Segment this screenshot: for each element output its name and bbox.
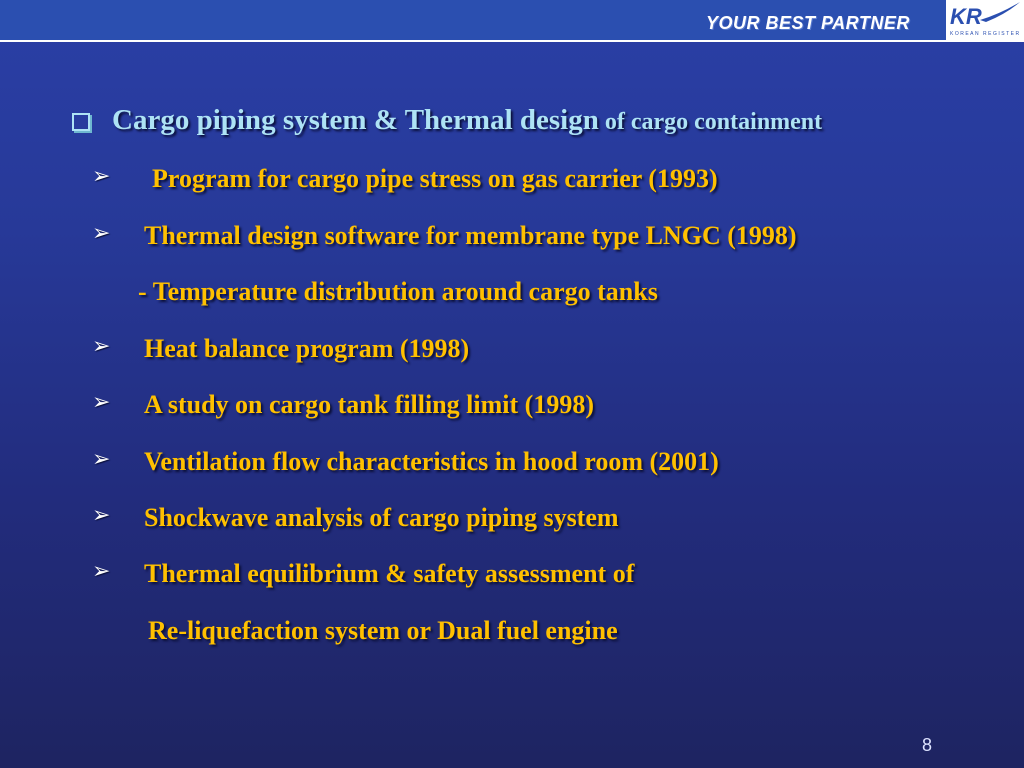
logo-subtext: KOREAN REGISTER <box>950 31 1021 37</box>
slide-heading <box>72 104 822 137</box>
square-bullet-icon <box>72 113 90 131</box>
arrowhead-bullet-icon: ➢ <box>92 503 111 528</box>
arrowhead-bullet-icon: ➢ <box>92 390 111 415</box>
header-tagline: YOUR BEST PARTNER <box>706 13 910 33</box>
arrowhead-bullet-icon: ➢ <box>92 334 111 359</box>
header-divider <box>0 40 946 42</box>
arrowhead-bullet-icon: ➢ <box>92 447 111 472</box>
heading-main: Cargo piping system & Thermal design <box>112 104 599 136</box>
kr-logo <box>946 0 1024 42</box>
heading-tail: of cargo containment <box>598 109 823 135</box>
arrowhead-bullet-icon: ➢ <box>92 164 111 189</box>
page-number: 8 <box>922 735 933 755</box>
logo-text: KR <box>950 4 982 29</box>
arrowhead-bullet-icon: ➢ <box>92 221 111 246</box>
logo-swoosh-icon <box>976 0 1022 22</box>
arrowhead-bullet-icon: ➢ <box>92 559 111 584</box>
slide: YOUR BEST PARTNER KR KOREAN REGISTER Cargo piping system & Thermal design of cargo containment ➢ Program for cargo pipe stress on gas carrier (1993) ➢ Thermal design software for membrane type LNGC (1998) - Temperature distribution around cargo tanks ➢ Heat balance program (1998) ➢ A study on cargo tank filling limit (1998) ➢ Ventilation flow characteristics in hood room (2001) ➢ Shockwave analysis of cargo piping system ➢ Thermal equilibrium & safety assessment of Re-liquefaction system or Dual fuel engine 8 <box>0 0 1024 768</box>
